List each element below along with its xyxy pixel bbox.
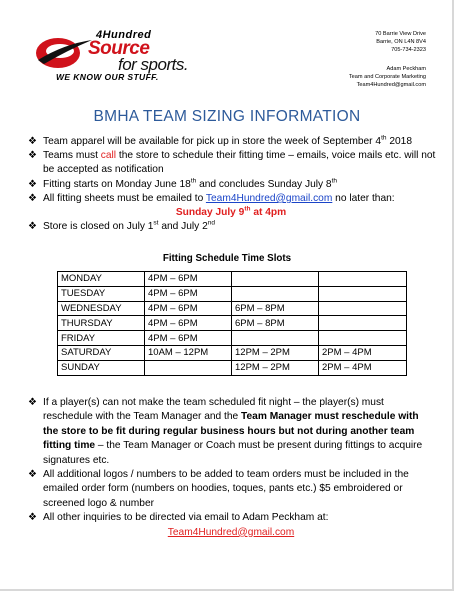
time-slot-cell: 6PM – 8PM (232, 316, 319, 331)
table-row (58, 286, 407, 301)
day-cell: SATURDAY (58, 345, 145, 360)
inquiry-email-link[interactable]: Team4Hundred@gmail.com (167, 526, 295, 538)
time-slot-cell: 10AM – 12PM (145, 345, 232, 360)
contact-role: Team and Corporate Marketing (348, 74, 426, 81)
time-slot-cell: 4PM – 6PM (145, 286, 232, 301)
table-row (58, 331, 407, 346)
table-row (58, 360, 407, 375)
diamond-bullet-icon: ❖ (28, 150, 37, 162)
notes-list (26, 396, 436, 540)
logo-brand-top: 4Hundred (96, 29, 152, 41)
time-slot-cell: 6PM – 8PM (232, 301, 319, 316)
address-line: 70 Barrie View Drive (375, 31, 426, 37)
list-item: ❖ Team apparel will be available for pick up in store the week of September 4th 2018 (26, 135, 436, 149)
list-item: ❖ All other inquiries to be directed via email to Adam Peckham at: Team4Hundred@gmail.com (26, 511, 436, 540)
table-row (58, 272, 407, 287)
time-slot-cell: 2PM – 4PM (319, 360, 407, 375)
list-item: ❖ Fitting starts on Monday June 18th and concludes Sunday July 8th (26, 178, 436, 192)
table-row (58, 345, 407, 360)
page-title: BMHA TEAM SIZING INFORMATION (93, 108, 361, 125)
diamond-bullet-icon: ❖ (28, 221, 37, 233)
day-cell: MONDAY (58, 272, 145, 287)
call-emphasis: call (100, 150, 117, 162)
day-cell: WEDNESDAY (58, 301, 145, 316)
deadline-text: Sunday July 9th at 4pm (175, 205, 287, 219)
list-item: ❖ If a player(s) can not make the team scheduled fit night – the player(s) must reschedule with the Team Manager and the Team Manager must reschedule with the store to be fit during regular business hours but not during another team fitting time – the Team Manager or Coach must be present during fittings to acquire signatures etc. (28, 397, 423, 466)
time-slot-cell (232, 331, 319, 346)
time-slot-cell (319, 331, 407, 346)
time-slot-cell (232, 272, 319, 287)
logo-brand-sub: for sports. (118, 55, 189, 74)
contact-block (349, 65, 426, 90)
time-slot-cell: 2PM – 4PM (319, 345, 407, 360)
day-cell: TUESDAY (58, 286, 145, 301)
day-cell: SUNDAY (58, 360, 145, 375)
info-list (26, 135, 436, 234)
time-slot-cell: 4PM – 6PM (145, 301, 232, 316)
day-cell: THURSDAY (58, 316, 145, 331)
diamond-bullet-icon: ❖ (28, 178, 37, 190)
store-address (375, 30, 426, 55)
time-slot-cell: 4PM – 6PM (145, 272, 232, 287)
diamond-bullet-icon: ❖ (28, 136, 37, 147)
swoosh-logo-icon (34, 34, 94, 72)
logo-tagline: WE KNOW OUR STUFF. (56, 72, 159, 82)
diamond-bullet-icon: ❖ (28, 469, 37, 481)
time-slot-cell: 12PM – 2PM (232, 345, 319, 360)
time-slot-cell: 12PM – 2PM (232, 360, 319, 375)
inquiry-email[interactable] (26, 526, 436, 540)
email-link[interactable]: Team4Hundred@gmail.com (205, 192, 333, 204)
schedule-title: Fitting Schedule Time Slots (162, 253, 292, 264)
diamond-bullet-icon: ❖ (28, 512, 37, 524)
list-item: ❖ All additional logos / numbers to be added to team orders must be included in the emailed order form (numbers on hoodies, toques, pants etc.) $5 embroidered or screened logo & number (28, 469, 409, 509)
time-slot-cell: 4PM – 6PM (145, 331, 232, 346)
table-row (58, 301, 407, 316)
address-line: Barrie, ON L4N 8V4 (376, 39, 426, 46)
phone-number: 705-734-2323 (391, 47, 426, 54)
time-slot-cell (232, 286, 319, 301)
list-item: ❖ Teams must call the store to schedule their fitting time – emails, voice mails etc. will not be accepted as notification (28, 150, 436, 176)
diamond-bullet-icon: ❖ (28, 397, 37, 408)
schedule-table (57, 271, 407, 376)
contact-email[interactable]: Team4Hundred@gmail.com (356, 82, 426, 89)
contact-name: Adam Peckham (386, 66, 426, 72)
time-slot-cell (145, 360, 232, 375)
time-slot-cell: 4PM – 6PM (145, 316, 232, 331)
source-for-sports-logo (34, 26, 224, 82)
day-cell: FRIDAY (58, 331, 145, 346)
time-slot-cell (319, 301, 407, 316)
time-slot-cell (319, 272, 407, 287)
table-row (58, 316, 407, 331)
diamond-bullet-icon: ❖ (28, 192, 37, 204)
time-slot-cell (319, 316, 407, 331)
time-slot-cell (319, 286, 407, 301)
list-item: ❖ All fitting sheets must be emailed to Team4Hundred@gmail.com no later than: Sunday July 9th at 4pm (26, 192, 436, 220)
logo-brand-main: Source (88, 38, 150, 59)
list-item: ❖ Store is closed on July 1st and July 2nd (26, 220, 436, 234)
